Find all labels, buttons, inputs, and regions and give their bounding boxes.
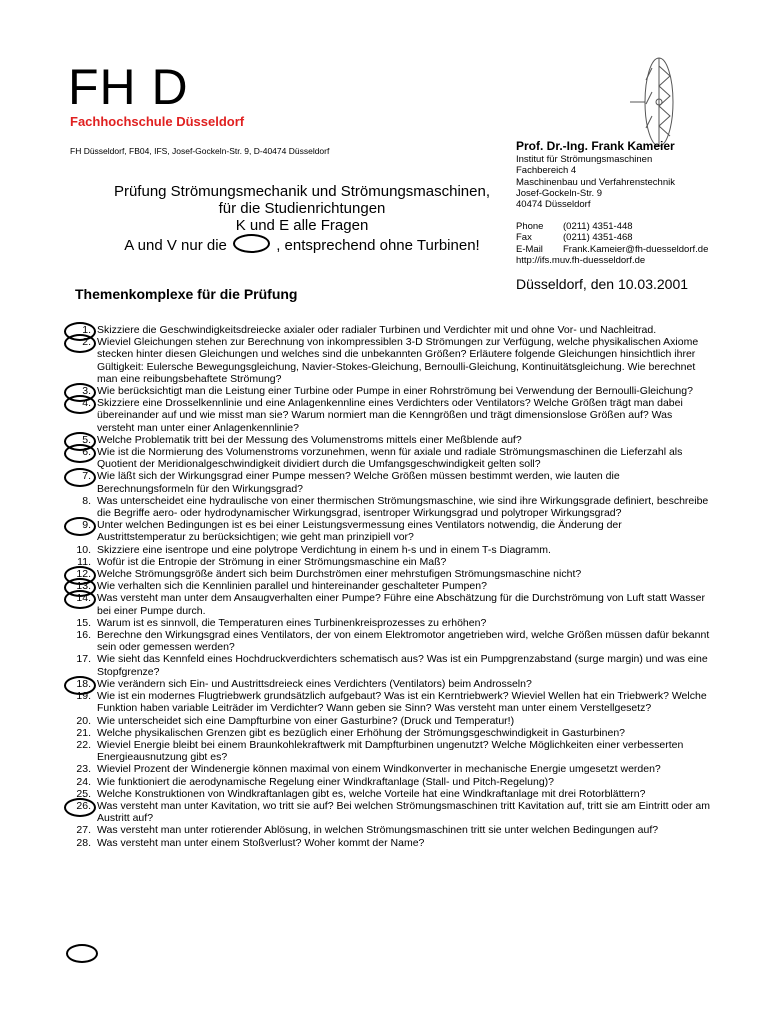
question-item xyxy=(60,519,710,543)
question-item xyxy=(60,592,710,616)
question-number-circled: 9. xyxy=(60,519,97,531)
question-item xyxy=(60,800,710,824)
question-number: 19. xyxy=(76,690,91,703)
university-name: Fachhochschule Düsseldorf xyxy=(70,114,245,129)
question-number: 24. xyxy=(76,775,91,788)
question-number: 11. xyxy=(77,555,91,568)
exam-title-text: A und V nur die xyxy=(124,237,227,254)
contact-label: Fax xyxy=(516,232,532,244)
question-item xyxy=(60,446,710,470)
section-title: Themenkomplexe für die Prüfung xyxy=(75,286,298,302)
institute-block xyxy=(516,154,675,210)
question-item xyxy=(60,556,710,568)
question-text: Was unterscheidet eine hydraulische von einer thermischen Strömungsmaschine, wie sind ihre Wirkungsgrade definiert, beschreibe die Begriffe aero- oder hydrodynamischer Wirkungsgrad, isentroper Wirkungsgrad und polytroper Wirkungsgrad? xyxy=(97,494,709,520)
professor-name: Prof. Dr.-Ing. Frank Kameier xyxy=(516,139,675,153)
question-item xyxy=(60,824,710,836)
question-text: Berechne den Wirkungsgrad eines Ventilators, der von einem Elektromotor angetrieben wird, welche Größen müssen dafür bekannt sein oder gemessen werden? xyxy=(97,629,710,654)
question-item xyxy=(60,397,710,434)
question-text: Skizziere eine isentrope und eine polytrope Verdichtung in einem h-s und in einem T-s Diagramm. xyxy=(97,543,551,556)
contact-label: Phone xyxy=(516,221,544,232)
question-text: Wie ist die Normierung des Volumenstroms vorzunehmen, wenn für axiale und radiale Strömungsmaschinen die Lieferzahl als Quotient der Meridionalgeschwindigkeit dividiert durch die Umfangsgeschwindigkeit gelten soll? xyxy=(97,446,683,471)
question-text: Was versteht man unter einem Stoßverlust? Woher kommt der Name? xyxy=(97,836,425,849)
question-text: Wie läßt sich der Wirkungsgrad einer Pumpe messen? Welche Größen müssen bestimmt werden, wie lauten die Berechnungsformeln für den Wirkungsgrad? xyxy=(97,470,620,495)
question-item xyxy=(60,763,710,775)
contact-value: (0211) 4351-448 xyxy=(563,221,633,232)
question-text: Wofür ist die Entropie der Strömung in einer Strömungsmaschine ein Maß? xyxy=(97,555,447,568)
question-number-circled: 26. xyxy=(60,800,97,812)
question-item xyxy=(60,385,710,397)
question-item xyxy=(60,495,710,519)
institute-line: Josef-Gockeln-Str. 9 xyxy=(516,187,603,199)
question-text: Was versteht man unter dem Ansaugverhalten einer Pumpe? Führe eine Abschätzung für die Durchströmung von Luft statt Wasser bei einer Pumpe durch. xyxy=(97,592,705,617)
question-item xyxy=(60,544,710,556)
question-item xyxy=(60,629,710,653)
contact-label: E-Mail xyxy=(516,243,543,255)
question-number: 8. xyxy=(82,494,91,507)
question-item xyxy=(60,580,710,592)
handdrawn-oval-icon xyxy=(233,234,270,253)
contact-value: Frank.Kameier@fh-duesseldorf.de xyxy=(563,243,709,255)
question-text: Welche Problematik tritt bei der Messung des Volumenstroms mittels einer Meßblende auf? xyxy=(97,433,522,446)
question-item xyxy=(60,727,710,739)
question-item xyxy=(60,788,710,800)
question-number-circled: 12. xyxy=(60,568,97,580)
question-item xyxy=(60,715,710,727)
question-text: Was versteht man unter Kavitation, wo tritt sie auf? Bei welchen Strömungsmaschinen tritt Kavitation auf, tritt sie am Eintritt oder am Austritt auf? xyxy=(97,799,710,825)
question-number-circled: 18. xyxy=(60,678,97,690)
question-text: Wie verändern sich Ein- und Austrittsdreieck eines Verdichters (Ventilators) beim Androsseln? xyxy=(97,677,532,690)
question-text: Wieviel Prozent der Windenergie können maximal von einem Windkonverter in mechanische Energie umgesetzt werden? xyxy=(97,763,661,776)
question-text: Wie sieht das Kennfeld eines Hochdruckverdichters schematisch aus? Was ist ein Pumpgrenzabstand (surge margin) und was eine Stopfgrenze? xyxy=(97,653,708,678)
question-number-circled: 1. xyxy=(60,324,97,336)
contact-fax xyxy=(516,232,708,243)
question-text: Skizziere die Geschwindigkeitsdreiecke axialer oder radialer Turbinen und Verdichter mit und ohne Vor- und Nachleitrad. xyxy=(97,324,657,336)
question-text: Wie funktioniert die aerodynamische Regelung einer Windkraftanlage (Stall- und Pitch-Regelung)? xyxy=(97,775,554,788)
institute-line: Maschinenbau und Verfahrenstechnik xyxy=(516,176,675,188)
exam-title-line: Prüfung Strömungsmechanik und Strömungsmaschinen, xyxy=(113,183,491,200)
question-text: Wie unterscheidet sich eine Dampfturbine von einer Gasturbine? (Druck und Temperatur!) xyxy=(97,714,515,727)
sender-address-line: FH Düsseldorf, FB04, IFS, Josef-Gockeln-Str. 9, D-40474 Düsseldorf xyxy=(70,146,330,156)
institute-line: Fachbereich 4 xyxy=(516,165,577,177)
question-list xyxy=(60,324,710,849)
exam-title xyxy=(82,183,522,254)
question-number: 27. xyxy=(76,824,91,837)
question-item xyxy=(60,434,710,446)
question-item xyxy=(60,470,710,494)
contact-value: (0211) 4351-468 xyxy=(563,232,633,244)
question-text: Welche Konstruktionen von Windkraftanlagen gibt es, welche Vorteile hat eine Windkraftanlage mit drei Rotorblättern? xyxy=(97,787,646,800)
question-text: Wieviel Gleichungen stehen zur Berechnung von inkompressiblen 3-D Strömungen zur Verfügung, welche physikalischen Axiome stecken hinter diesen Gleichungen und welches sind die unbekannten Größen? Erläutere folgende Gleichungen hinsichtlich ihrer Gültigkeit: Eulersche Bewegungsgleichung, Navier-Stokes-Gleichung, Bernoulli-Gleichung, Kontinuitätsgleichung. Wie berechnet man eine reibungsbehaftete Strömung? xyxy=(97,336,699,385)
question-item xyxy=(60,837,710,849)
exam-title-line: für die Studienrichtungen xyxy=(218,200,386,217)
question-number: 16. xyxy=(76,629,91,642)
question-number-circled: 7. xyxy=(60,470,97,482)
question-item xyxy=(60,653,710,677)
question-text: Skizziere eine Drosselkennlinie und eine Anlagenkennline eines Verdichters oder Ventilators? Welche Größen trägt man dabei übereinander auf und wie misst man sie? Warum normiert man die Kenngrößen und trägt dimensionslose Größen auf? Was versteht man unter einer Anlagenkennlinie? xyxy=(97,397,683,434)
contact-web: http://ifs.muv.fh-duesseldorf.de xyxy=(516,254,646,266)
question-text: Was versteht man unter rotierender Ablösung, in welchen Strömungsmaschinen tritt sie unter welchen Bedingungen auf? xyxy=(97,824,659,837)
question-text: Wie ist ein modernes Flugtriebwerk grundsätzlich aufgebaut? Was ist ein Kerntriebwerk? Wieviel Wellen hat ein Triebwerk? Welche Funktion haben variable Leiträder im Verdichter? Wann geben sie Sinn? Was versteht man unter einem Verstellgesetz? xyxy=(97,690,707,715)
contact-phone xyxy=(516,221,708,232)
question-item xyxy=(60,739,710,763)
institute-line: 40474 Düsseldorf xyxy=(516,199,591,211)
question-item xyxy=(60,617,710,629)
question-text: Warum ist es sinnvoll, die Temperaturen eines Turbinenkreisprozesses zu erhöhen? xyxy=(97,616,487,629)
exam-title-line xyxy=(82,234,522,254)
question-number: 25. xyxy=(76,787,91,800)
question-number-circled: 13. xyxy=(60,580,97,592)
question-number-circled: 5. xyxy=(60,434,97,446)
question-number-circled: 3. xyxy=(60,385,97,397)
contact-block xyxy=(516,221,708,266)
question-number: 22. xyxy=(76,738,91,751)
question-item xyxy=(60,324,710,336)
question-text: Wieviel Energie bleibt bei einem Braunkohlekraftwerk mit Dampfturbinen ungenutzt? Welche Möglichkeiten einer verbesserten Energieausnutzung gibt es? xyxy=(97,738,684,764)
question-number-circled: 4. xyxy=(60,397,97,409)
contact-email xyxy=(516,244,708,255)
question-number: 17. xyxy=(76,653,91,666)
question-text: Welche physikalischen Grenzen gibt es bezüglich einer Erhöhung der Strömungsgeschwindigkeit in Gasturbinen? xyxy=(97,726,626,739)
question-text: Wie berücksichtigt man die Leistung einer Turbine oder Pumpe in einer Rohrströmung bei Verwendung der Bernoulli-Gleichung? xyxy=(97,385,693,398)
question-number: 21. xyxy=(76,726,91,739)
question-item xyxy=(60,568,710,580)
question-text: Unter welchen Bedingungen ist es bei einer Leistungsvermessung eines Ventilators notwendig, die Änderung der Austrittstemperatur zu berücksichtigen; wie geht man prinzipiell vor? xyxy=(97,519,622,544)
question-number: 15. xyxy=(76,616,91,629)
question-number: 20. xyxy=(76,714,91,727)
question-text: Welche Strömungsgröße ändert sich beim Durchströmen einer mehrstufigen Strömungsmaschine nicht? xyxy=(97,568,582,581)
institute-line: Institut für Strömungsmaschinen xyxy=(516,154,653,165)
question-text: Wie verhalten sich die Kennlinien parallel und hintereinander geschalteter Pumpen? xyxy=(97,580,487,593)
fh-logo-text: FH D xyxy=(68,59,189,115)
exam-title-line: K und E alle Fragen xyxy=(235,217,369,234)
handdrawn-oval-icon xyxy=(66,944,98,963)
question-number: 28. xyxy=(76,836,91,849)
question-item xyxy=(60,690,710,714)
exam-title-text: , entsprechend ohne Turbinen! xyxy=(276,237,480,254)
question-number: 23. xyxy=(76,763,91,776)
question-number: 10. xyxy=(76,543,91,556)
question-item xyxy=(60,336,710,385)
question-number-circled: 2. xyxy=(60,336,97,348)
question-number-circled: 6. xyxy=(60,446,97,458)
question-item xyxy=(60,776,710,788)
letter-date: Düsseldorf, den 10.03.2001 xyxy=(516,276,689,292)
question-item xyxy=(60,678,710,690)
question-number-circled: 14. xyxy=(60,592,97,604)
